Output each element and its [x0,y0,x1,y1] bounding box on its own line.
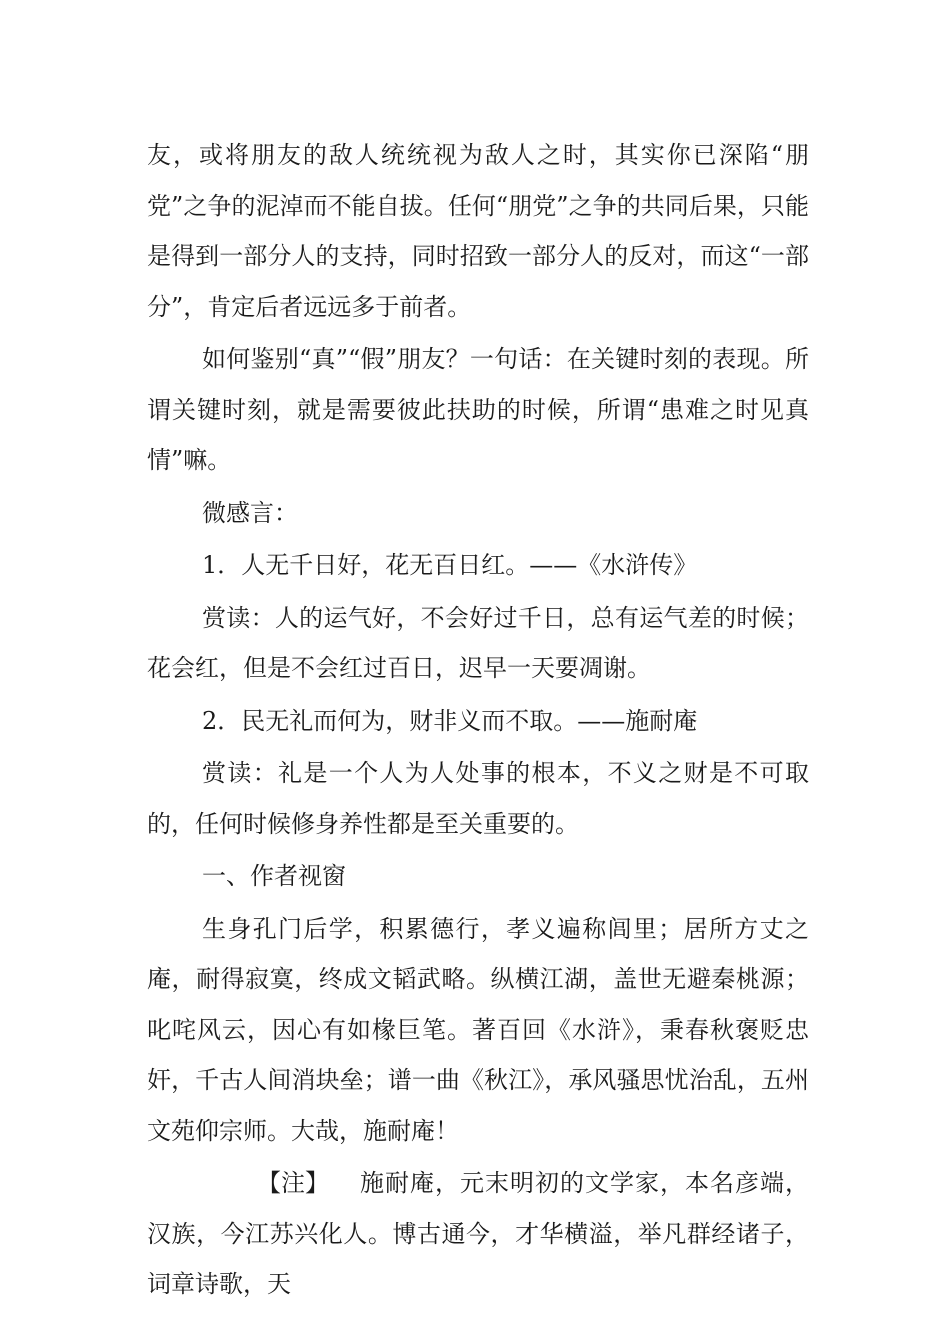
note-text: 施耐庵，元末明初的文学家，本名彦端，汉族，今江苏兴化人。博古通今，才华横溢，举凡群经诸子，词章诗歌，天 [147,1169,809,1298]
section-label-reflection: 微感言： [202,498,298,527]
quote-1: 1．人无千日好，花无百日红。——《水浒传》 [202,551,698,579]
author-tribute: 生身孔门后学，积累德行，孝义遍称闾里；居所方丈之庵，耐得寂寞，终成文韬武略。纵横江湖，盖世无避秦桃源；叱咤风云，因心有如椽巨笔。著百回《水浒》，秉春秋褒贬忠奸，千古人间消块垒；谱一曲《秋江》，承风骚思忧治乱，五州文苑仰宗师。大哉，施耐庵！ [147,914,809,1145]
commentary-1: 赏读：人的运气好，不会好过千日，总有运气差的时候；花会红，但是不会红过百日，迟早一天要凋谢。 [147,603,809,682]
document-body [147,130,809,1312]
paragraph-1: 友，或将朋友的敌人统统视为敌人之时，其实你已深陷“朋党”之争的泥淖而不能自拔。任何“朋党”之争的共同后果，只能是得到一部分人的支持，同时招致一部分人的反对，而这“一部分”，肯定后者远远多于前者。 [147,141,809,321]
paragraph-2: 如何鉴别“真”“假”朋友？一句话：在关键时刻的表现。所谓关键时刻，就是需要彼此扶助的时候，所谓“患难之时见真情”嘛。 [147,345,809,474]
quote-2: 2．民无礼而何为，财非义而不取。——施耐庵 [202,706,698,735]
note-paragraph [147,1158,809,1310]
note-mark: 【注】 [257,1169,329,1197]
section-heading-author: 一、作者视窗 [202,862,346,890]
commentary-2: 赏读：礼是一个人为人处事的根本，不义之财是不可取的，任何时候修身养性都是至关重要的。 [147,759,809,838]
